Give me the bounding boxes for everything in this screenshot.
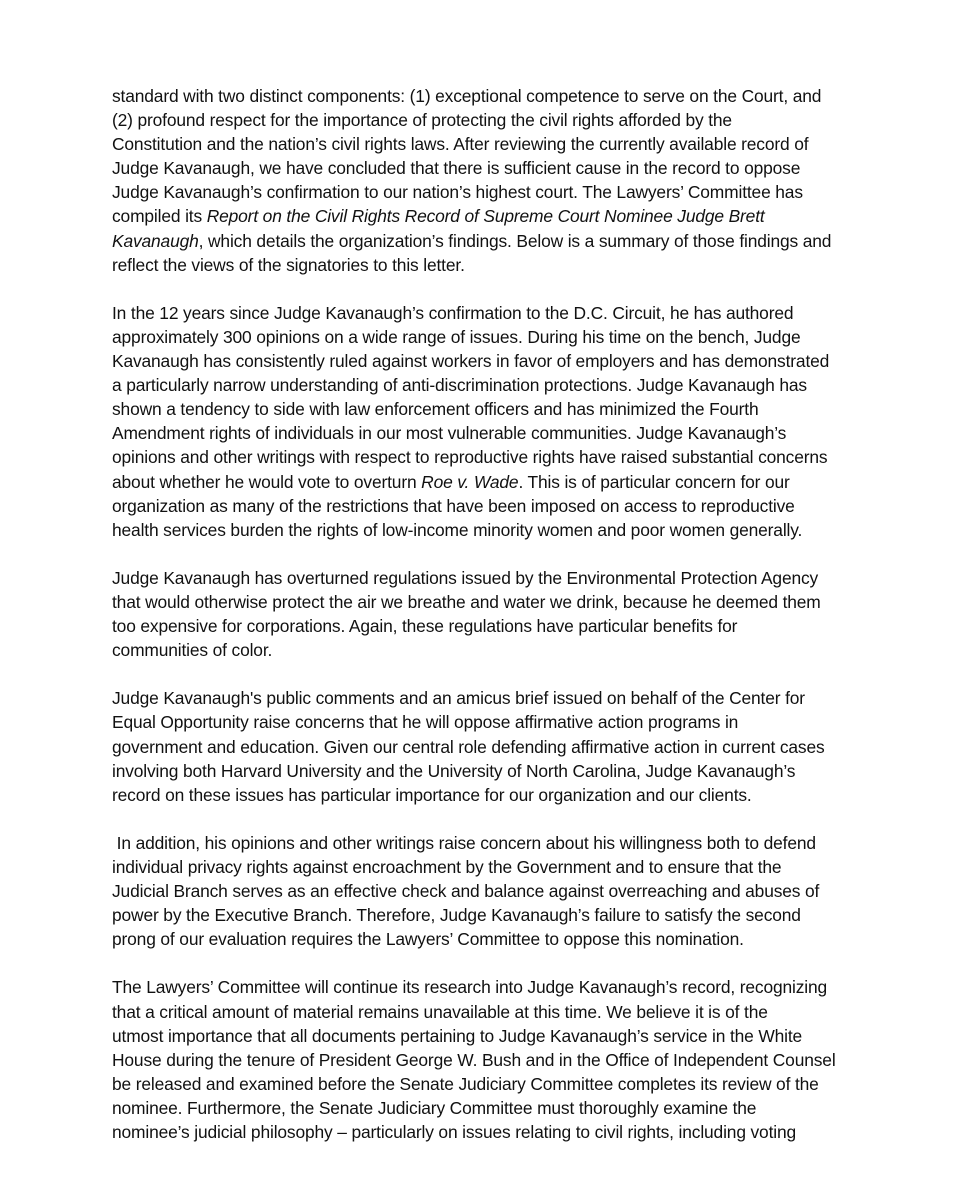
text-run: The Lawyers’ Committee will continue its research into Judge Kavanaugh’s record, recognizing bbox=[112, 977, 828, 998]
text-line bbox=[112, 1048, 872, 1072]
text-run: too expensive for corporations. Again, these regulations have particular benefits for bbox=[112, 616, 738, 637]
text-line bbox=[112, 759, 872, 783]
text-run: reflect the views of the signatories to this letter. bbox=[112, 254, 465, 275]
text-run: standard with two distinct components: (1) exceptional competence to serve on the Court, and bbox=[112, 86, 822, 106]
text-line bbox=[112, 325, 872, 349]
text-line bbox=[112, 204, 872, 228]
text-run: House during the tenure of President George W. Bush and in the Office of Independent Counsel bbox=[112, 1049, 836, 1070]
text-line bbox=[112, 566, 872, 590]
text-line bbox=[112, 229, 872, 253]
text-run: individual privacy rights against encroachment by the Government and to ensure that the bbox=[112, 857, 782, 877]
text-run: . This is of particular concern for our bbox=[518, 471, 790, 492]
text-line bbox=[112, 301, 872, 325]
text-line bbox=[112, 975, 872, 999]
text-line bbox=[112, 445, 872, 469]
paragraph bbox=[112, 566, 872, 662]
text-line bbox=[112, 903, 872, 927]
text-run: Amendment rights of individuals in our most vulnerable communities. Judge Kavanaugh’s bbox=[112, 423, 787, 444]
paragraph bbox=[112, 975, 872, 1144]
text-run: Equal Opportunity raise concerns that he will oppose affirmative action programs in bbox=[112, 712, 739, 733]
text-line bbox=[112, 180, 872, 204]
text-line bbox=[112, 927, 872, 951]
text-line bbox=[112, 1096, 872, 1120]
text-run: utmost importance that all documents pertaining to Judge Kavanaugh’s service in the White bbox=[112, 1025, 803, 1046]
text-run: power by the Executive Branch. Therefore, Judge Kavanaugh’s failure to satisfy the second bbox=[112, 905, 801, 926]
text-line bbox=[112, 855, 872, 879]
text-run: Judge Kavanaugh has overturned regulations issued by the Environmental Protection Agency bbox=[112, 567, 819, 588]
text-run: about whether he would vote to overturn bbox=[112, 471, 422, 492]
text-line bbox=[112, 470, 872, 494]
text-run: Kavanaugh has consistently ruled against workers in favor of employers and has demonstrated bbox=[112, 351, 830, 372]
text-line bbox=[112, 1120, 872, 1144]
text-line bbox=[112, 735, 872, 759]
text-run: opinions and other writings with respect to reproductive rights have raised substantial concerns bbox=[112, 447, 828, 468]
text-run: that a critical amount of material remains unavailable at this time. We believe it is of the bbox=[112, 1001, 768, 1022]
text-run: nominee. Furthermore, the Senate Judiciary Committee must thoroughly examine the bbox=[112, 1097, 757, 1118]
text-line bbox=[112, 1024, 872, 1048]
text-run: Constitution and the nation’s civil rights laws. After reviewing the currently available record of bbox=[112, 134, 809, 155]
text-line bbox=[112, 518, 872, 542]
italic-title: Kavanaugh bbox=[112, 230, 199, 251]
text-run: be released and examined before the Senate Judiciary Committee completes its review of the bbox=[112, 1073, 819, 1094]
text-line bbox=[112, 494, 872, 518]
text-run: health services burden the rights of low-income minority women and poor women generally. bbox=[112, 519, 803, 540]
text-run: that would otherwise protect the air we breathe and water we drink, because he deemed them bbox=[112, 591, 821, 612]
text-run: involving both Harvard University and the University of North Carolina, Judge Kavanaugh’s bbox=[112, 760, 796, 781]
text-run: In the 12 years since Judge Kavanaugh’s confirmation to the D.C. Circuit, he has authored bbox=[112, 302, 794, 323]
text-line bbox=[112, 614, 872, 638]
text-run: prong of our evaluation requires the Lawyers’ Committee to oppose this nomination. bbox=[112, 929, 744, 950]
letter-body bbox=[112, 84, 872, 1168]
text-line bbox=[112, 1072, 872, 1096]
text-line bbox=[112, 253, 872, 277]
text-run: communities of color. bbox=[112, 640, 273, 661]
text-line bbox=[112, 710, 872, 734]
text-line bbox=[112, 638, 872, 662]
text-line bbox=[112, 1000, 872, 1024]
italic-title: Report on the Civil Rights Record of Supreme Court Nominee Judge Brett bbox=[206, 206, 765, 227]
paragraph bbox=[112, 301, 872, 542]
text-line bbox=[112, 132, 872, 156]
text-line bbox=[112, 108, 872, 132]
paragraph bbox=[112, 831, 872, 951]
text-run: a particularly narrow understanding of anti-discrimination protections. Judge Kavanaugh has bbox=[112, 375, 807, 396]
text-run: approximately 300 opinions on a wide range of issues. During his time on the bench, Judge bbox=[112, 326, 801, 347]
text-run: Judge Kavanaugh's public comments and an amicus brief issued on behalf of the Center for bbox=[112, 688, 805, 709]
text-line bbox=[112, 590, 872, 614]
paragraph bbox=[112, 686, 872, 806]
text-run: Judge Kavanaugh, we have concluded that there is sufficient cause in the record to oppose bbox=[112, 158, 801, 179]
text-line bbox=[112, 831, 872, 855]
text-line bbox=[112, 421, 872, 445]
text-run: In addition, his opinions and other writings raise concern about his willingness both to defend bbox=[112, 832, 816, 853]
text-line bbox=[112, 156, 872, 180]
text-run: Judge Kavanaugh’s confirmation to our nation’s highest court. The Lawyers’ Committee has bbox=[112, 182, 803, 203]
text-run: (2) profound respect for the importance of protecting the civil rights afforded by the bbox=[112, 110, 732, 131]
text-line bbox=[112, 349, 872, 373]
text-line bbox=[112, 879, 872, 903]
paragraph bbox=[112, 84, 872, 277]
text-run: record on these issues has particular importance for our organization and our clients. bbox=[112, 784, 752, 805]
text-run: nominee’s judicial philosophy – particularly on issues relating to civil rights, including voting bbox=[112, 1122, 797, 1143]
italic-title: Roe v. Wade bbox=[421, 471, 519, 492]
text-run: organization as many of the restrictions that have been imposed on access to reproductive bbox=[112, 495, 795, 516]
text-run: Judicial Branch serves as an effective check and balance against overreaching and abuses of bbox=[112, 881, 820, 902]
text-line bbox=[112, 783, 872, 807]
text-line bbox=[112, 397, 872, 421]
text-run: , which details the organization’s findings. Below is a summary of those findings and bbox=[198, 230, 832, 251]
text-line bbox=[112, 686, 872, 710]
text-run: compiled its bbox=[112, 206, 207, 227]
text-run: government and education. Given our central role defending affirmative action in current cases bbox=[112, 736, 825, 757]
text-line bbox=[112, 84, 872, 108]
text-run: shown a tendency to side with law enforcement officers and has minimized the Fourth bbox=[112, 399, 759, 420]
text-line bbox=[112, 373, 872, 397]
